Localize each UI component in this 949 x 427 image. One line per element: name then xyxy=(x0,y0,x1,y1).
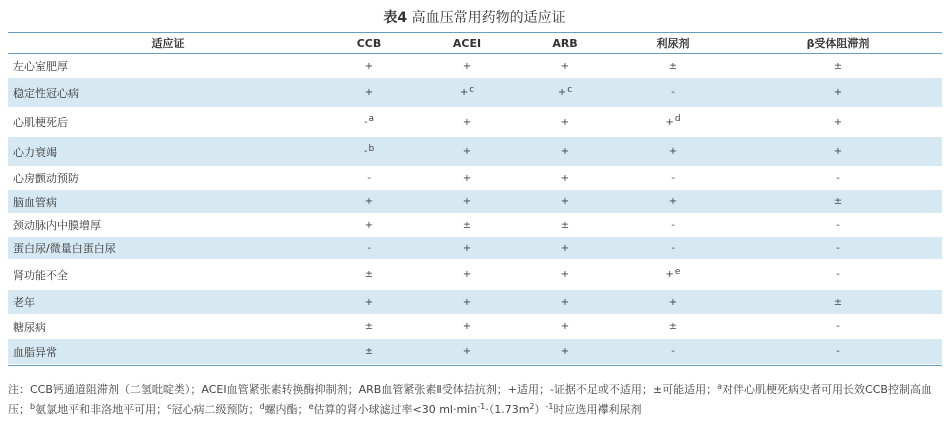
cell-mark: + xyxy=(462,196,472,207)
row-label: 稳定性冠心病 xyxy=(13,86,79,100)
cell-mark: + xyxy=(665,269,674,280)
cell-ccb xyxy=(365,78,373,107)
cell-mark: + xyxy=(833,87,843,98)
cell-ccb xyxy=(367,166,371,190)
cell-mark: ± xyxy=(364,346,374,357)
cell-mark: ± xyxy=(833,196,843,207)
cell-mark: + xyxy=(462,146,472,157)
header-arb: ARB xyxy=(552,36,578,50)
cell-mark: + xyxy=(833,146,843,157)
table-row xyxy=(8,137,942,166)
note-text-1: 注：CCB钙通道阻滞剂（二氢吡啶类）；ACEI血管紧张素转换酶抑制剂；ARB血管紧张素Ⅱ受体拮抗剂；+适用；-证据不足或不适用；±可能适用； xyxy=(8,383,718,396)
header-indication: 适应证 xyxy=(151,37,185,50)
header-beta-blocker: β受体阻滞剂 xyxy=(806,37,870,50)
cell-ccb xyxy=(365,290,373,314)
cell-arb xyxy=(561,137,569,166)
cell-arb xyxy=(561,314,569,339)
cell-acei xyxy=(463,190,471,213)
table-row xyxy=(8,190,942,213)
cell-mark: - xyxy=(671,346,675,357)
cell-acei xyxy=(463,213,471,237)
note-sup-d: d xyxy=(259,402,265,411)
cell-footnote-marker: d xyxy=(674,114,681,124)
table-footnote xyxy=(8,380,942,420)
row-label: 肾功能不全 xyxy=(13,268,68,282)
row-label: 颈动脉内中膜增厚 xyxy=(13,219,101,232)
note-sup-b: b xyxy=(30,402,36,411)
cell-mark: + xyxy=(364,60,374,72)
cell-arb xyxy=(561,166,569,190)
cell-ccb xyxy=(365,54,373,78)
cell-mark: ± xyxy=(833,296,843,308)
cell-mark: + xyxy=(364,196,374,207)
cell-arb xyxy=(561,190,569,213)
cell-mark: - xyxy=(671,219,675,231)
cell-acei xyxy=(463,54,471,78)
cell-mark: + xyxy=(668,296,678,308)
cell-footnote-marker: c xyxy=(469,84,475,95)
cell-mark: - xyxy=(836,242,840,254)
note-text-5: 螺内酯； xyxy=(264,403,309,416)
row-label: 蛋白尿/微量白蛋白尿 xyxy=(13,242,116,255)
cell-mark: - xyxy=(367,172,371,184)
cell-diuretic xyxy=(671,78,675,107)
cell-arb xyxy=(561,213,569,237)
cell-ccb xyxy=(365,190,373,213)
cell-arb xyxy=(561,259,569,290)
cell-diuretic xyxy=(671,237,675,259)
cell-mark: + xyxy=(462,296,472,308)
note-text-2: 对伴心肌梗死病史者可用长效CCB控制高血压； xyxy=(8,383,932,416)
cell-footnote-marker: a xyxy=(368,114,375,124)
cell-mark: - xyxy=(836,346,840,357)
row-label: 心力衰竭 xyxy=(13,145,57,159)
cell-mark: ± xyxy=(833,60,843,72)
cell-acei xyxy=(463,166,471,190)
cell-arb xyxy=(561,339,569,364)
table-row xyxy=(8,237,942,259)
cell-mark: + xyxy=(560,346,570,357)
cell-acei xyxy=(460,78,474,107)
cell-acei xyxy=(463,290,471,314)
cell-diuretic xyxy=(669,137,677,166)
row-label: 左心室肥厚 xyxy=(13,60,68,73)
note-sup-a: a xyxy=(717,382,723,391)
header-diuretic: 利尿剂 xyxy=(656,37,690,50)
cell-mark: + xyxy=(560,116,570,128)
row-label: 心肌梗死后 xyxy=(13,116,68,129)
cell-mark: + xyxy=(560,196,570,207)
cell-mark: ± xyxy=(462,219,472,231)
cell-mark: + xyxy=(364,219,374,231)
cell-mark: + xyxy=(560,269,570,280)
cell-beta-blocker xyxy=(836,166,840,190)
cell-mark: - xyxy=(836,269,840,280)
cell-footnote-marker: b xyxy=(368,143,375,154)
cell-arb xyxy=(561,54,569,78)
cell-diuretic xyxy=(669,314,677,339)
note-text-4: 冠心病二级预防； xyxy=(171,403,260,416)
note-sup-exp1: -1 xyxy=(477,402,486,411)
note-sup-e: e xyxy=(308,402,314,411)
cell-beta-blocker xyxy=(836,213,840,237)
row-label: 心房颤动预防 xyxy=(13,172,79,185)
cell-beta-blocker xyxy=(834,290,842,314)
cell-acei xyxy=(463,314,471,339)
note-text-7: ·（1.73m xyxy=(485,403,530,416)
cell-arb xyxy=(561,237,569,259)
cell-arb xyxy=(558,78,572,107)
table-title xyxy=(0,7,949,27)
cell-mark: + xyxy=(560,296,570,308)
cell-mark: ± xyxy=(364,321,374,332)
cell-mark: + xyxy=(364,87,374,98)
cell-mark: - xyxy=(363,146,368,157)
table-row xyxy=(8,213,942,237)
cell-mark: + xyxy=(557,87,567,98)
cell-beta-blocker xyxy=(836,259,840,290)
cell-diuretic xyxy=(671,213,675,237)
cell-diuretic xyxy=(669,54,677,78)
cell-footnote-marker: c xyxy=(567,84,573,95)
cell-mark: - xyxy=(836,321,840,332)
cell-ccb xyxy=(365,259,373,290)
cell-diuretic xyxy=(669,190,677,213)
cell-diuretic xyxy=(669,290,677,314)
cell-mark: - xyxy=(836,219,840,231)
table-row xyxy=(8,259,942,290)
cell-beta-blocker xyxy=(836,339,840,364)
header-acei: ACEI xyxy=(452,36,482,50)
cell-mark: + xyxy=(833,116,843,128)
cell-beta-blocker xyxy=(834,107,842,137)
row-label: 老年 xyxy=(13,296,35,309)
cell-mark: + xyxy=(668,146,678,157)
cell-diuretic xyxy=(666,259,681,290)
cell-mark: ± xyxy=(668,321,678,332)
note-text-3: 氨氯地平和非洛地平可用； xyxy=(35,403,168,416)
cell-mark: + xyxy=(462,242,472,254)
cell-footnote-marker: e xyxy=(674,266,681,277)
cell-mark: + xyxy=(668,196,678,207)
cell-mark: + xyxy=(560,321,570,332)
cell-mark: + xyxy=(364,296,374,308)
cell-ccb xyxy=(365,213,373,237)
header-ccb: CCB xyxy=(356,36,382,50)
cell-mark: - xyxy=(363,116,368,128)
cell-beta-blocker xyxy=(834,78,842,107)
cell-arb xyxy=(561,290,569,314)
cell-mark: + xyxy=(560,172,570,184)
cell-ccb xyxy=(364,137,374,166)
cell-mark: ± xyxy=(364,269,374,280)
cell-mark: - xyxy=(836,172,840,184)
cell-ccb xyxy=(364,107,374,137)
note-sup-c: c xyxy=(167,402,172,411)
cell-mark: ± xyxy=(668,60,678,72)
cell-diuretic xyxy=(665,107,680,137)
table-bottom-rule xyxy=(8,365,942,366)
cell-ccb xyxy=(365,339,373,364)
cell-diuretic xyxy=(671,166,675,190)
cell-beta-blocker xyxy=(834,54,842,78)
row-label: 糖尿病 xyxy=(13,320,46,334)
cell-mark: - xyxy=(671,242,675,254)
note-text-9: 时应选用襻利尿剂 xyxy=(553,403,642,416)
row-label: 脑血管病 xyxy=(13,195,57,209)
cell-beta-blocker xyxy=(834,190,842,213)
cell-ccb xyxy=(365,314,373,339)
table-row xyxy=(8,54,942,78)
cell-mark: + xyxy=(665,116,674,128)
note-sup-exp2: 2 xyxy=(529,402,535,411)
cell-mark: + xyxy=(462,116,472,128)
cell-beta-blocker xyxy=(836,314,840,339)
note-text-6: 估算的肾小球滤过率<30 ml·min xyxy=(313,403,478,416)
cell-beta-blocker xyxy=(834,137,842,166)
cell-beta-blocker xyxy=(836,237,840,259)
cell-acei xyxy=(463,237,471,259)
table-row xyxy=(8,107,942,137)
cell-mark: + xyxy=(560,60,570,72)
cell-mark: - xyxy=(671,87,675,98)
row-label: 血脂异常 xyxy=(13,345,57,359)
table-row xyxy=(8,339,942,364)
table-title-text: 高血压常用药物的适应证 xyxy=(411,10,566,26)
table-row xyxy=(8,290,942,314)
cell-mark: + xyxy=(462,269,472,280)
cell-ccb xyxy=(367,237,371,259)
table-row xyxy=(8,78,942,107)
cell-mark: + xyxy=(560,242,570,254)
cell-acei xyxy=(463,339,471,364)
cell-acei xyxy=(463,137,471,166)
cell-mark: + xyxy=(560,146,570,157)
cell-mark: + xyxy=(462,346,472,357)
cell-mark: - xyxy=(671,172,675,184)
cell-mark: ± xyxy=(560,219,570,231)
cell-mark: + xyxy=(462,321,472,332)
cell-diuretic xyxy=(671,339,675,364)
cell-acei xyxy=(463,107,471,137)
cell-acei xyxy=(463,259,471,290)
cell-arb xyxy=(561,107,569,137)
cell-mark: - xyxy=(367,242,371,254)
table-number: 表4 xyxy=(383,10,408,26)
cell-mark: + xyxy=(459,87,469,98)
table-header xyxy=(8,33,942,53)
note-sup-exp3: -1 xyxy=(545,402,554,411)
table-row xyxy=(8,314,942,339)
cell-mark: + xyxy=(462,172,472,184)
table-row xyxy=(8,166,942,190)
note-text-8: ） xyxy=(534,403,546,416)
cell-mark: + xyxy=(462,60,472,72)
